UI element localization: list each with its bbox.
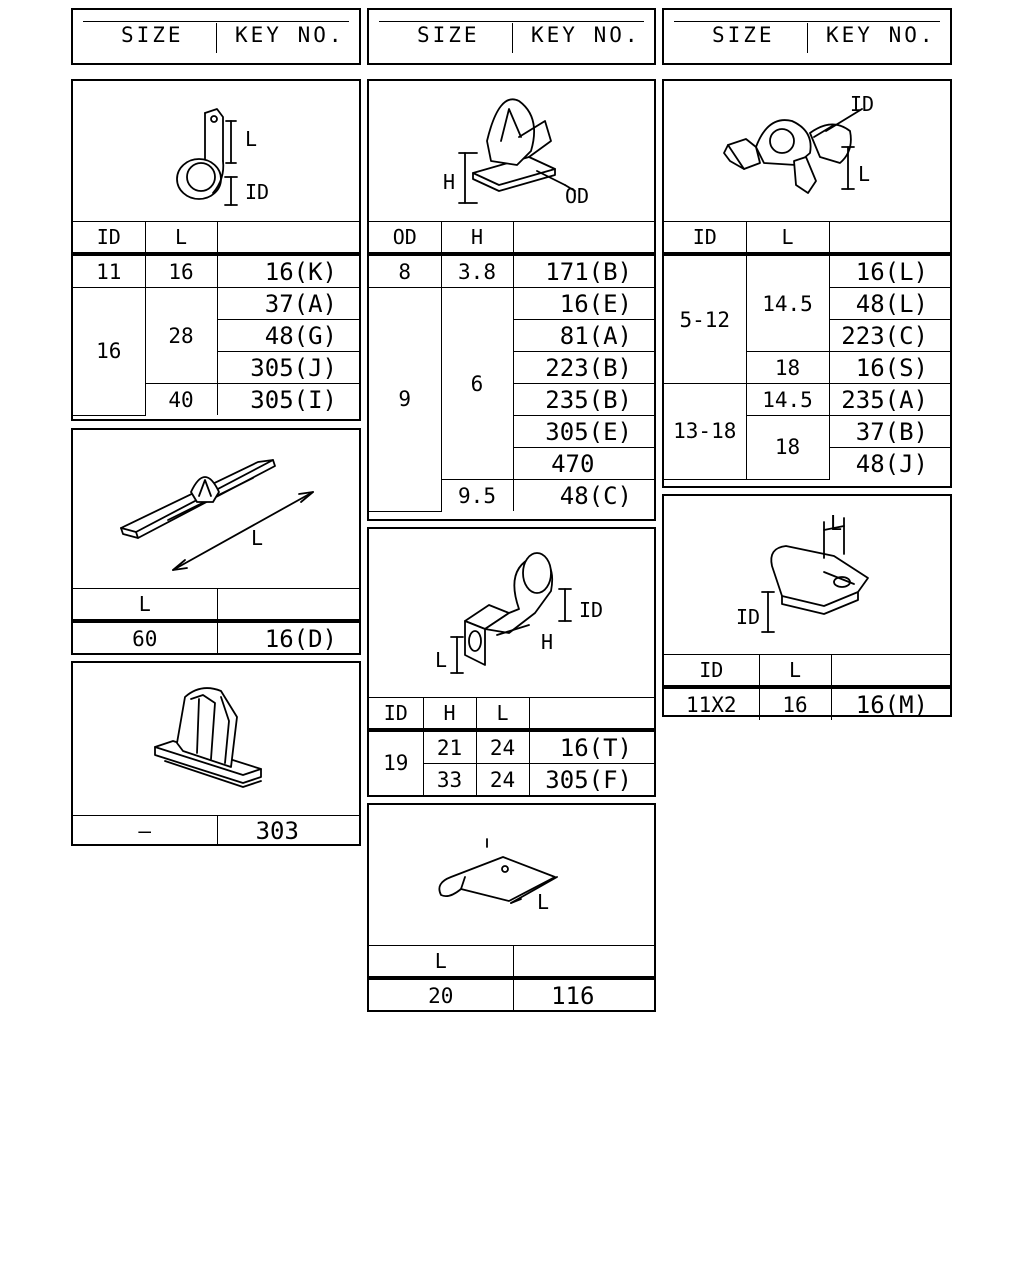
key-no-header: KEY NO. xyxy=(235,23,345,47)
col-l: L xyxy=(73,588,217,621)
col-id: ID xyxy=(664,221,746,254)
key-no: 48(C) xyxy=(513,480,654,512)
key-no: 16(M) xyxy=(831,687,950,720)
table-row: 40 305(I) xyxy=(73,384,359,416)
key-no: 223(B) xyxy=(513,352,654,384)
size-header: SIZE xyxy=(121,23,184,47)
push-clip-drawing xyxy=(369,81,654,221)
table-row: 16 28 37(A) xyxy=(73,288,359,320)
dim-l-label: L xyxy=(251,526,264,550)
key-no: 305(E) xyxy=(513,416,654,448)
push-clip-table xyxy=(369,221,654,512)
key-no-header: KEY NO. xyxy=(531,23,641,47)
key-no: 48(L) xyxy=(829,288,950,320)
key-no: 48(G) xyxy=(217,320,359,352)
panel-push-clip xyxy=(367,79,656,521)
table-row: 33 24 305(F) xyxy=(369,764,654,796)
col-l: L xyxy=(476,697,529,730)
key-no: 16(S) xyxy=(829,352,950,384)
key-no: 305(I) xyxy=(217,384,359,416)
col-l: L xyxy=(369,945,513,978)
table-row: 9 6 16(E) xyxy=(369,288,654,320)
size-header: SIZE xyxy=(712,23,775,47)
key-no: 16(T) xyxy=(529,730,654,764)
col-h: H xyxy=(441,221,513,254)
col-l: L xyxy=(145,221,217,254)
header-col-1 xyxy=(71,8,361,65)
panel-flat-clip xyxy=(662,494,952,717)
dim-id-label: ID xyxy=(579,598,604,622)
band-tie-drawing xyxy=(73,430,359,588)
col-id: ID xyxy=(664,654,759,687)
dim-h-label: H xyxy=(443,170,456,194)
col-id: ID xyxy=(369,697,423,730)
table-row: 18 16(S) xyxy=(664,352,950,384)
bracket-table xyxy=(369,945,654,1011)
key-no: 303 xyxy=(217,815,359,846)
hose-clamp-table xyxy=(664,221,950,480)
key-no: 235(B) xyxy=(513,384,654,416)
col-l: L xyxy=(746,221,829,254)
key-no: 223(C) xyxy=(829,320,950,352)
key-no: 116 xyxy=(513,978,654,1011)
key-no: 305(F) xyxy=(529,764,654,796)
pipe-clamp-drawing xyxy=(369,529,654,697)
dim-l-label: L xyxy=(830,511,843,535)
flat-clip-table xyxy=(664,654,950,720)
table-row: 13-18 14.5 235(A) xyxy=(664,384,950,416)
key-no: 305(J) xyxy=(217,352,359,384)
p-clamp-drawing xyxy=(73,81,359,221)
key-no: 171(B) xyxy=(513,254,654,288)
dim-od-label: OD xyxy=(565,184,590,208)
dim-h-label: H xyxy=(541,630,554,654)
dim-l-label: L xyxy=(537,890,550,914)
dim-id-label: ID xyxy=(245,180,270,204)
key-no-header: KEY NO. xyxy=(826,23,936,47)
size-header: SIZE xyxy=(417,23,480,47)
panel-p-clamp xyxy=(71,79,361,421)
dim-l-label: L xyxy=(435,648,448,672)
panel-band-tie xyxy=(71,428,361,655)
table-row: — 303 xyxy=(73,815,359,846)
hose-clamp-drawing xyxy=(664,81,950,221)
key-no: 470 xyxy=(513,448,654,480)
dim-l-label: L xyxy=(245,127,258,151)
col-h: H xyxy=(423,697,476,730)
panel-pipe-clamp xyxy=(367,527,656,797)
bracket-drawing xyxy=(369,805,654,945)
key-no: 16(D) xyxy=(217,621,359,654)
header-col-2 xyxy=(367,8,656,65)
key-no: 37(A) xyxy=(217,288,359,320)
table-row: 11X2 16 16(M) xyxy=(664,687,950,720)
clip-drawing xyxy=(73,663,359,815)
key-no: 16(K) xyxy=(217,254,359,288)
key-no: 48(J) xyxy=(829,448,950,480)
key-no: 37(B) xyxy=(829,416,950,448)
pipe-clamp-table xyxy=(369,697,654,796)
key-no: 16(E) xyxy=(513,288,654,320)
flat-clip-drawing xyxy=(664,496,950,654)
col-od: OD xyxy=(369,221,441,254)
panel-hose-clamp xyxy=(662,79,952,488)
table-row: 19 21 24 16(T) xyxy=(369,730,654,764)
table-row: 8 3.8 171(B) xyxy=(369,254,654,288)
table-row: 20 116 xyxy=(369,978,654,1011)
col-id: ID xyxy=(73,221,145,254)
dim-l-label: L xyxy=(858,162,871,186)
table-row: 11 16 16(K) xyxy=(73,254,359,288)
key-no: 235(A) xyxy=(829,384,950,416)
key-no: 16(L) xyxy=(829,254,950,288)
clip-table xyxy=(73,815,359,846)
header-col-3 xyxy=(662,8,952,65)
table-row: 18 37(B) xyxy=(664,416,950,448)
table-row: 9.5 48(C) xyxy=(369,480,654,512)
dim-id-label: ID xyxy=(736,605,761,629)
panel-bracket xyxy=(367,803,656,1012)
p-clamp-table xyxy=(73,221,359,416)
col-l: L xyxy=(759,654,831,687)
band-tie-table xyxy=(73,588,359,654)
key-no: 81(A) xyxy=(513,320,654,352)
panel-clip xyxy=(71,661,361,846)
dim-id-label: ID xyxy=(850,92,875,116)
table-row: 5-12 14.5 16(L) xyxy=(664,254,950,288)
table-row: 60 16(D) xyxy=(73,621,359,654)
